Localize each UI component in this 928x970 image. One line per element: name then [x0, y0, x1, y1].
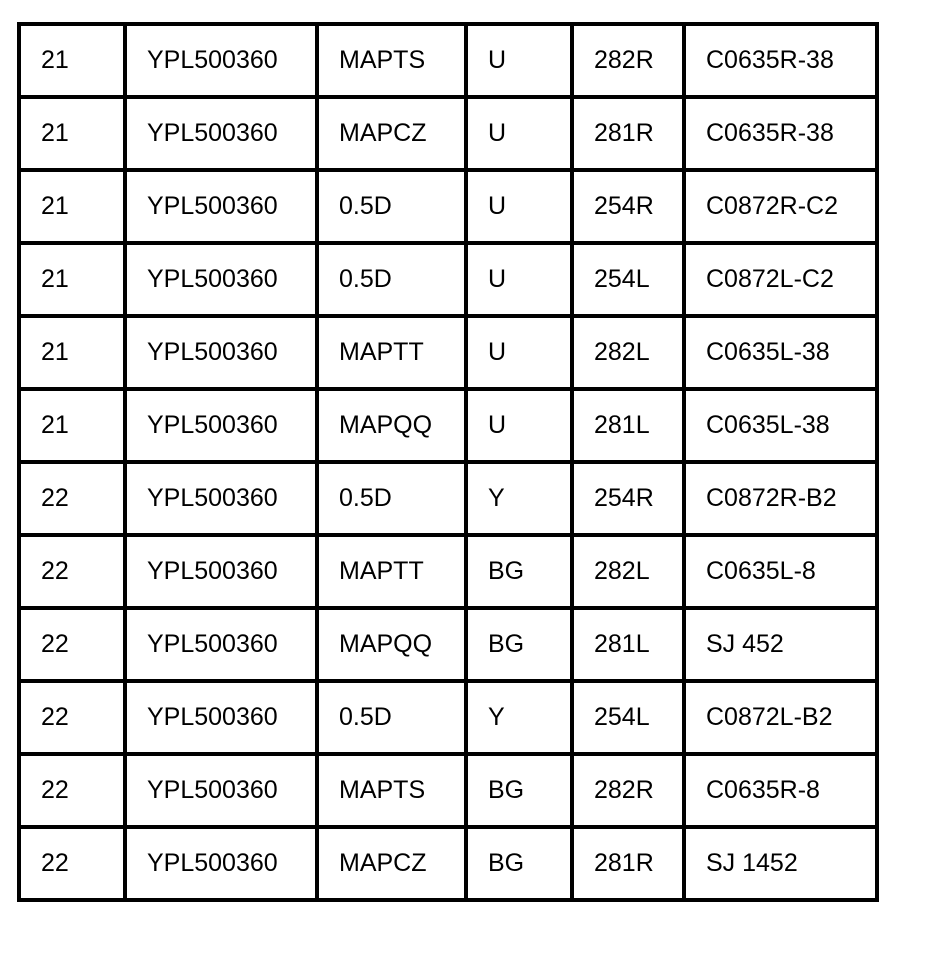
table-cell: YPL500360 [125, 389, 317, 462]
table-cell: U [466, 24, 572, 97]
table-row [19, 389, 877, 462]
table-cell: 22 [19, 827, 125, 900]
table-cell: 0.5D [317, 462, 466, 535]
table-cell: 21 [19, 97, 125, 170]
table-cell: 282R [572, 754, 684, 827]
table-cell: YPL500360 [125, 827, 317, 900]
table-row [19, 608, 877, 681]
table-cell: MAPQQ [317, 389, 466, 462]
table-cell: Y [466, 681, 572, 754]
table-row [19, 462, 877, 535]
table-cell: BG [466, 608, 572, 681]
table-cell: Y [466, 462, 572, 535]
table-cell: 254R [572, 462, 684, 535]
table-cell: 21 [19, 389, 125, 462]
table-cell: MAPQQ [317, 608, 466, 681]
table-cell: C0872R-B2 [684, 462, 877, 535]
table-cell: C0635L-8 [684, 535, 877, 608]
table-cell: C0635R-8 [684, 754, 877, 827]
table-cell: 21 [19, 170, 125, 243]
table-cell: 21 [19, 316, 125, 389]
table-cell: YPL500360 [125, 535, 317, 608]
table-cell: U [466, 243, 572, 316]
table-cell: YPL500360 [125, 754, 317, 827]
table-row [19, 97, 877, 170]
table-cell: 281L [572, 608, 684, 681]
table-cell: 22 [19, 608, 125, 681]
table-cell: MAPTT [317, 316, 466, 389]
table-cell: BG [466, 827, 572, 900]
table-cell: YPL500360 [125, 462, 317, 535]
table-cell: U [466, 389, 572, 462]
table-row [19, 24, 877, 97]
table-cell: 281L [572, 389, 684, 462]
table-cell: C0635R-38 [684, 97, 877, 170]
table-cell: 282L [572, 316, 684, 389]
table-cell: YPL500360 [125, 24, 317, 97]
table-cell: YPL500360 [125, 243, 317, 316]
table-cell: 254L [572, 243, 684, 316]
table-cell: YPL500360 [125, 170, 317, 243]
table-row [19, 243, 877, 316]
table-row [19, 316, 877, 389]
table-row [19, 754, 877, 827]
table-cell: 281R [572, 827, 684, 900]
table-cell: U [466, 170, 572, 243]
table-row [19, 681, 877, 754]
table-cell: MAPCZ [317, 827, 466, 900]
table-cell: YPL500360 [125, 316, 317, 389]
table-cell: 0.5D [317, 243, 466, 316]
table-cell: C0872L-B2 [684, 681, 877, 754]
table-cell: 22 [19, 535, 125, 608]
table-cell: MAPTS [317, 24, 466, 97]
table-cell: SJ 452 [684, 608, 877, 681]
table-cell: 0.5D [317, 170, 466, 243]
table-cell: C0635L-38 [684, 316, 877, 389]
table-cell: C0872R-C2 [684, 170, 877, 243]
table-cell: MAPCZ [317, 97, 466, 170]
table-row [19, 535, 877, 608]
table-row [19, 170, 877, 243]
table-cell: U [466, 316, 572, 389]
table-cell: C0872L-C2 [684, 243, 877, 316]
table-cell: 21 [19, 24, 125, 97]
data-table [17, 22, 879, 902]
table-body [19, 24, 877, 900]
table-cell: 281R [572, 97, 684, 170]
table-cell: 22 [19, 754, 125, 827]
table-cell: C0635L-38 [684, 389, 877, 462]
table-cell: C0635R-38 [684, 24, 877, 97]
table-cell: YPL500360 [125, 97, 317, 170]
table-cell: U [466, 97, 572, 170]
table-cell: BG [466, 535, 572, 608]
table-cell: YPL500360 [125, 681, 317, 754]
table-cell: 254R [572, 170, 684, 243]
table-cell: BG [466, 754, 572, 827]
table-cell: 254L [572, 681, 684, 754]
table-cell: 21 [19, 243, 125, 316]
table-cell: MAPTS [317, 754, 466, 827]
table-cell: MAPTT [317, 535, 466, 608]
table-row [19, 827, 877, 900]
table-cell: 282R [572, 24, 684, 97]
table-cell: SJ 1452 [684, 827, 877, 900]
table-cell: 22 [19, 462, 125, 535]
table-cell: 0.5D [317, 681, 466, 754]
data-table-container [17, 22, 875, 902]
table-cell: 282L [572, 535, 684, 608]
table-cell: 22 [19, 681, 125, 754]
table-cell: YPL500360 [125, 608, 317, 681]
